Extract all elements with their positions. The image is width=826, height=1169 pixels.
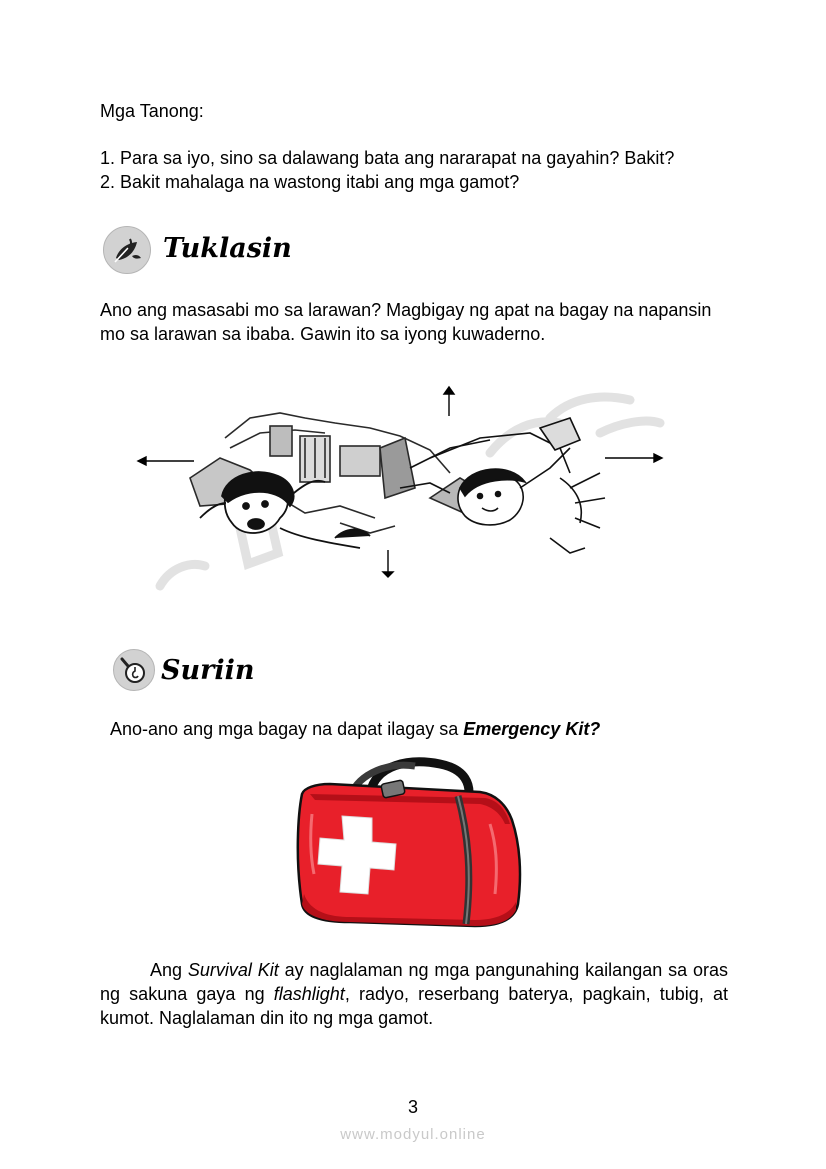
suriin-question	[110, 717, 600, 741]
flashlight-term: flashlight	[273, 984, 345, 1004]
section-title-suriin: Suriin	[161, 655, 255, 686]
suriin-question-text: Ano-ano ang mga bagay na dapat ilagay sa	[110, 719, 464, 739]
paragraph-start: Ang	[150, 960, 188, 980]
survival-kit-term: Survival Kit	[187, 960, 279, 980]
question-item: 1. Para sa iyo, sino sa dalawang bata ang nararapat na gayahin? Bakit?	[100, 148, 675, 168]
site-watermark: www.modyul.online	[340, 1126, 486, 1143]
survival-kit-paragraph	[100, 958, 728, 1030]
question-item: 2. Bakit mahalaga na wastong itabi ang mga gamot?	[100, 172, 520, 192]
questions-list	[100, 146, 674, 194]
tuklasin-illustration	[130, 378, 670, 593]
magnifier-icon	[113, 649, 155, 691]
questions-heading: Mga Tanong:	[100, 101, 204, 121]
page-number: 3	[407, 1097, 418, 1117]
paragraph-text-1: ay naglalaman ng mga pangunahing kailangan sa oras ng sakuna gaya ng	[100, 960, 728, 1004]
section-title-tuklasin: Tuklasin	[163, 233, 292, 264]
emergency-kit-bag-image	[290, 754, 530, 932]
tuklasin-instruction: Ano ang masasabi mo sa larawan? Magbigay ng apat na bagay na napansin mo sa larawan sa ibaba. Gawin ito sa iyong kuwaderno.	[100, 300, 712, 344]
leaf-icon	[103, 226, 151, 274]
emergency-kit-term: Emergency Kit?	[463, 719, 601, 739]
paragraph-text-2: , radyo, reserbang baterya, pagkain, tubig, at kumot. Naglalaman din ito ng mga gamot.	[100, 984, 728, 1028]
